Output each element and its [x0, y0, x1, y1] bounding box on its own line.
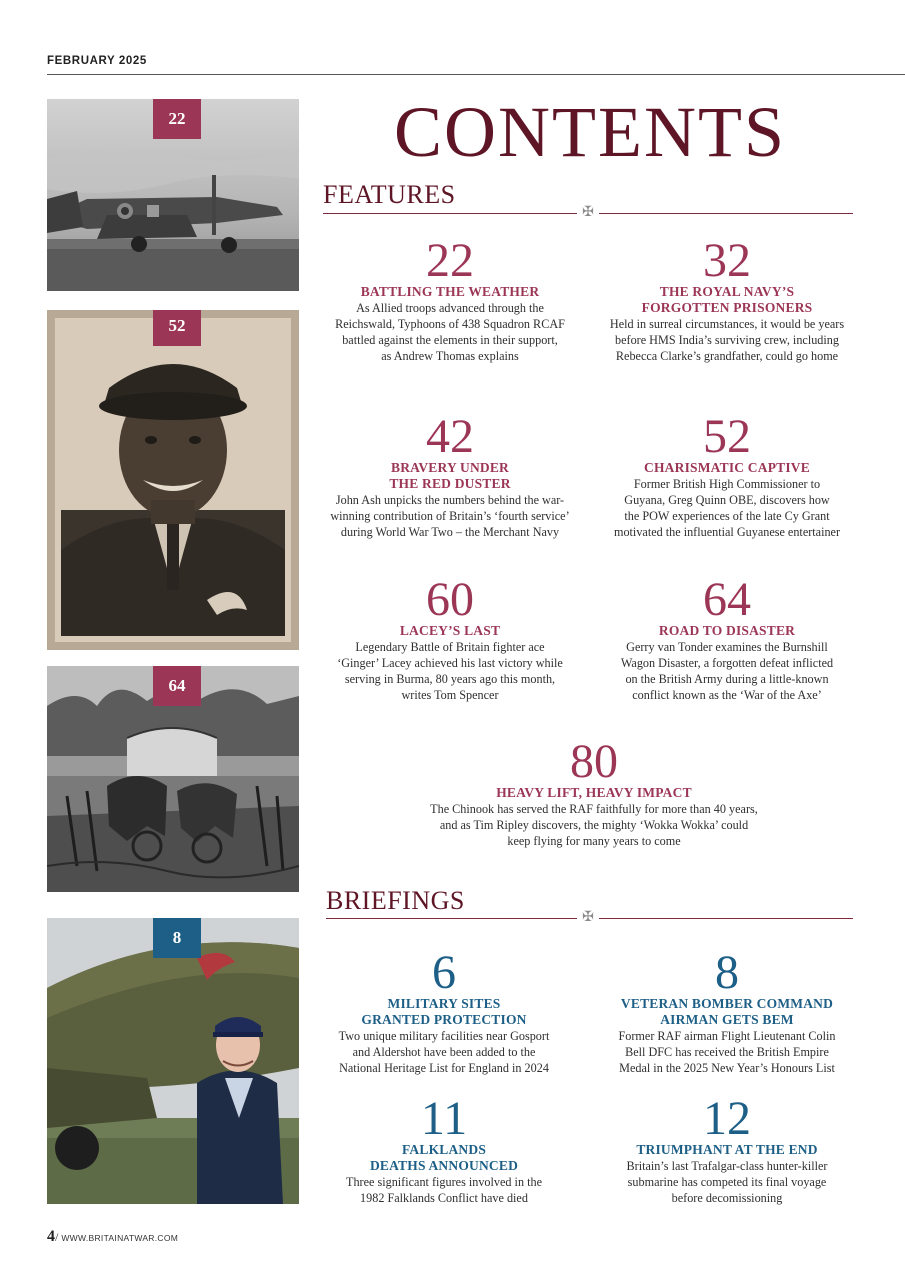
briefing-page-number: 11 [420, 1092, 468, 1145]
feature-headline: ROAD TO DISASTER [658, 623, 796, 638]
briefing-headline: TRIUMPHANT AT THE END [636, 1142, 818, 1157]
feature-description: Former British High Commissioner to Guyana, Greg Quinn OBE, discovers how the POW experiences of the late Cy Grant motivated the influential Guyanese entertainer [613, 477, 841, 539]
feature-page-number: 22 [426, 234, 474, 287]
briefing-page-number: 12 [703, 1092, 751, 1145]
briefing-entry [314, 946, 574, 1076]
header-rule [47, 74, 905, 75]
page-footer [47, 1228, 178, 1246]
feature-headline: BATTLING THE WEATHER [360, 284, 540, 299]
feature-headline: LACEY’S LAST [399, 623, 501, 638]
briefing-description: Former RAF airman Flight Lieutenant Colin Bell DFC has received the British Empire Medal in the 2025 New Year’s Honours List [618, 1029, 836, 1075]
features-rule-left [323, 213, 577, 214]
briefing-entry [597, 946, 857, 1076]
features-heading: FEATURES [323, 180, 456, 209]
briefing-entry [314, 1092, 574, 1206]
feature-headline: CHARISMATIC CAPTIVE [644, 460, 810, 475]
footer-separator: / [55, 1230, 59, 1244]
briefing-headline: MILITARY SITES GRANTED PROTECTION [361, 996, 527, 1027]
feature-page-number: 64 [703, 573, 751, 626]
photo-badge: 52 [153, 310, 201, 346]
photo-typhoon [47, 99, 299, 291]
feature-page-number: 52 [703, 410, 751, 463]
feature-entry [384, 735, 804, 849]
briefing-page-number: 8 [715, 946, 739, 999]
briefing-page-number: 6 [432, 946, 456, 999]
cy-grant-portrait-image [47, 310, 299, 650]
feature-headline: THE ROYAL NAVY’S FORGOTTEN PRISONERS [641, 284, 813, 315]
feature-headline: BRAVERY UNDER THE RED DUSTER [389, 460, 511, 491]
feature-description: Gerry van Tonder examines the Burnshill Wagon Disaster, a forgotten defeat inflicted on the British Army during a little-known conflict known as the ‘War of the Axe’ [620, 640, 834, 702]
photo-portrait [47, 310, 299, 650]
feature-entry [597, 573, 857, 703]
briefing-entry [597, 1092, 857, 1206]
photo-engraving [47, 666, 299, 892]
briefings-rule-right [599, 918, 853, 919]
briefing-headline: FALKLANDS DEATHS ANNOUNCED [369, 1142, 519, 1173]
briefing-headline: VETERAN BOMBER COMMAND AIRMAN GETS BEM [620, 996, 834, 1027]
feature-description: John Ash unpicks the numbers behind the war- winning contribution of Britain’s ‘fourth service’ during World War Two – the Merchant Navy [330, 493, 570, 539]
feature-description: As Allied troops advanced through the Reichswald, Typhoons of 438 Squadron RCAF battled against the elements in their support, as Andrew Thomas explains [335, 301, 565, 363]
feature-entry [597, 234, 857, 364]
veteran-and-dakota-image [47, 918, 299, 1204]
features-rule-right [599, 213, 853, 214]
feature-entry [597, 410, 857, 540]
feature-entry [320, 410, 580, 540]
briefing-description: Three significant figures involved in the 1982 Falklands Conflict have died [346, 1175, 542, 1205]
briefings-rule-left [326, 918, 577, 919]
briefings-heading: BRIEFINGS [326, 886, 465, 915]
feature-description: Legendary Battle of Britain fighter ace ‘Ginger’ Lacey achieved his last victory while serving in Burma, 80 years ago this month, writes Tom Spencer [337, 640, 563, 702]
feature-page-number: 32 [703, 234, 751, 287]
photo-badge: 64 [153, 666, 201, 706]
feature-page-number: 42 [426, 410, 474, 463]
issue-date: FEBRUARY 2025 [47, 55, 147, 67]
photo-veteran [47, 918, 299, 1204]
website-link[interactable]: WWW.BRITAINATWAR.COM [61, 1233, 179, 1243]
cross-ornament-icon: ✠ [582, 910, 594, 925]
feature-description: The Chinook has served the RAF faithfully for more than 40 years, and as Tim Ripley discovers, the mighty ‘Wokka Wokka’ could keep flying for many years to come [430, 802, 758, 848]
briefing-description: Britain’s last Trafalgar-class hunter-killer submarine has competed its final voyage before decomissioning [626, 1159, 828, 1205]
feature-headline: HEAVY LIFT, HEAVY IMPACT [496, 785, 692, 800]
page-number: 4 [47, 1228, 55, 1245]
page-title: CONTENTS [394, 92, 786, 172]
photo-badge: 22 [153, 99, 201, 139]
photo-badge: 8 [153, 918, 201, 958]
feature-entry [320, 573, 580, 703]
feature-entry [320, 234, 580, 364]
briefing-description: Two unique military facilities near Gosport and Aldershot have been added to the National Heritage List for England in 2024 [338, 1029, 550, 1075]
feature-page-number: 60 [426, 573, 474, 626]
feature-description: Held in surreal circumstances, it would be years before HMS India’s surviving crew, including Rebecca Clarke’s grandfather, could go home [609, 317, 845, 363]
feature-page-number: 80 [570, 735, 618, 788]
cross-ornament-icon: ✠ [582, 205, 594, 220]
